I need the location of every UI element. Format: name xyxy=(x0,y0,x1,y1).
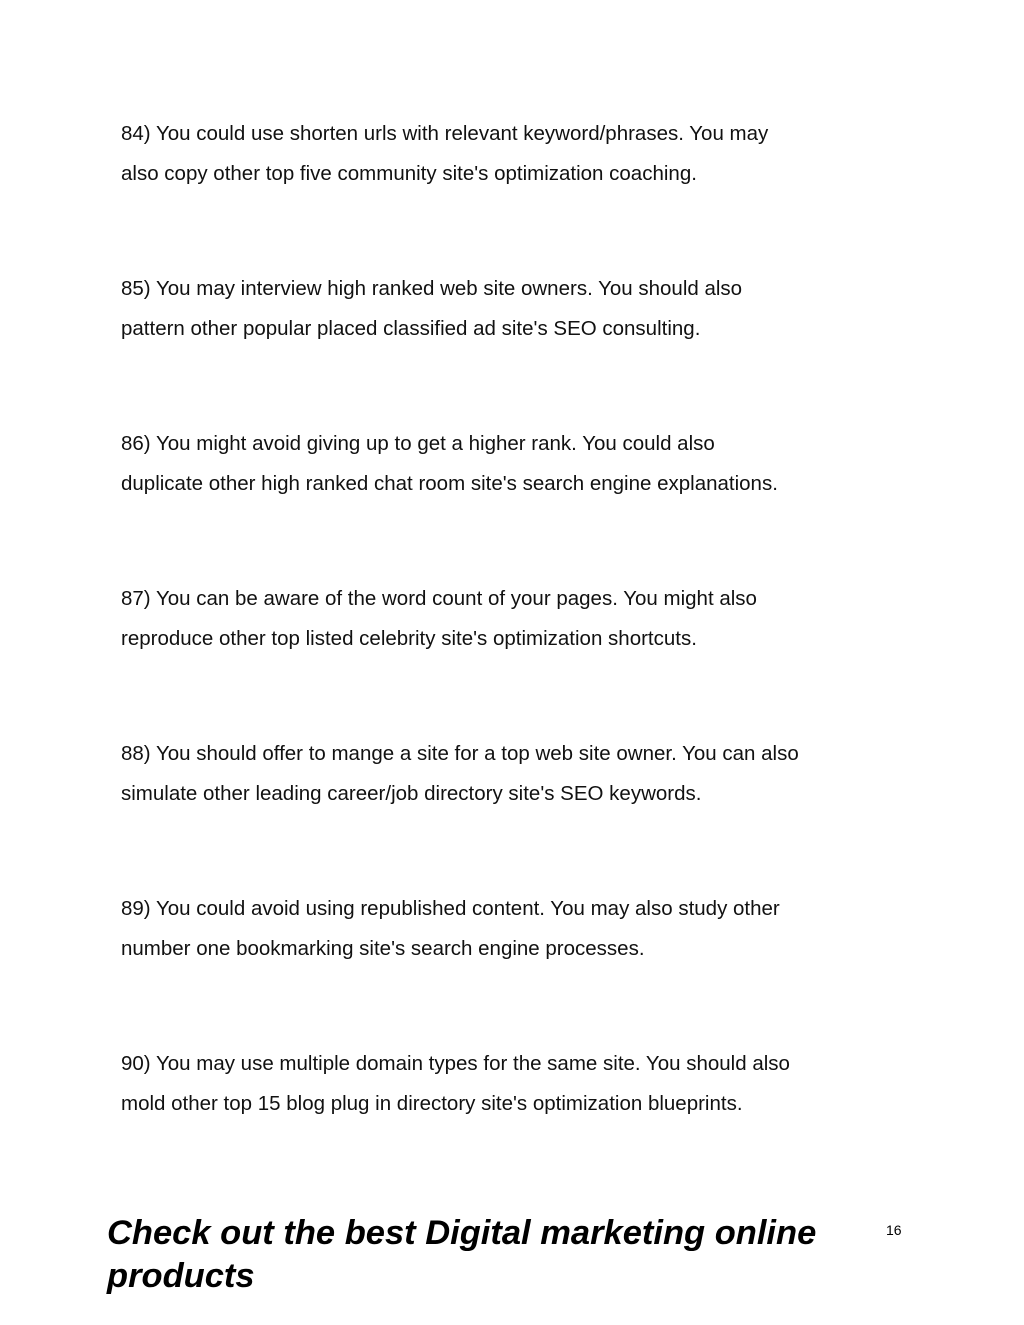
tip-item xyxy=(121,269,921,349)
tip-line: mold other top 15 blog plug in directory site's optimization blueprints. xyxy=(121,1092,743,1115)
tip-line: 87) You can be aware of the word count of your pages. You might also xyxy=(121,587,757,610)
tip-item xyxy=(121,734,921,814)
tip-line: duplicate other high ranked chat room site's search engine explanations. xyxy=(121,472,778,495)
tip-line: pattern other popular placed classified ad site's SEO consulting. xyxy=(121,317,701,340)
tip-line: 85) You may interview high ranked web site owners. You should also xyxy=(121,277,743,300)
tip-item xyxy=(121,1044,921,1124)
page-number: 16 xyxy=(886,1222,902,1238)
tip-line: 84) You could use shorten urls with relevant keyword/phrases. You may xyxy=(121,122,769,145)
tip-item xyxy=(121,579,921,659)
tip-line: simulate other leading career/job directory site's SEO keywords. xyxy=(121,782,702,805)
footer-cta-heading xyxy=(107,1212,867,1298)
tip-line: also copy other top five community site's optimization coaching. xyxy=(121,162,697,185)
tip-item xyxy=(121,424,921,504)
footer-cta-line: Check out the best Digital marketing online xyxy=(107,1214,817,1252)
tip-item xyxy=(121,889,921,969)
tip-line: 89) You could avoid using republished content. You may also study other xyxy=(121,897,780,920)
tip-line: 86) You might avoid giving up to get a higher rank. You could also xyxy=(121,432,715,455)
tip-line: 90) You may use multiple domain types for the same site. You should also xyxy=(121,1052,790,1075)
tip-line: number one bookmarking site's search engine processes. xyxy=(121,937,645,960)
tip-item xyxy=(121,114,921,194)
tip-line: 88) You should offer to mange a site for a top web site owner. You can also xyxy=(121,742,799,765)
tip-line: reproduce other top listed celebrity site's optimization shortcuts. xyxy=(121,627,697,650)
tips-list xyxy=(121,114,921,1124)
footer-cta-line: products xyxy=(107,1257,255,1295)
